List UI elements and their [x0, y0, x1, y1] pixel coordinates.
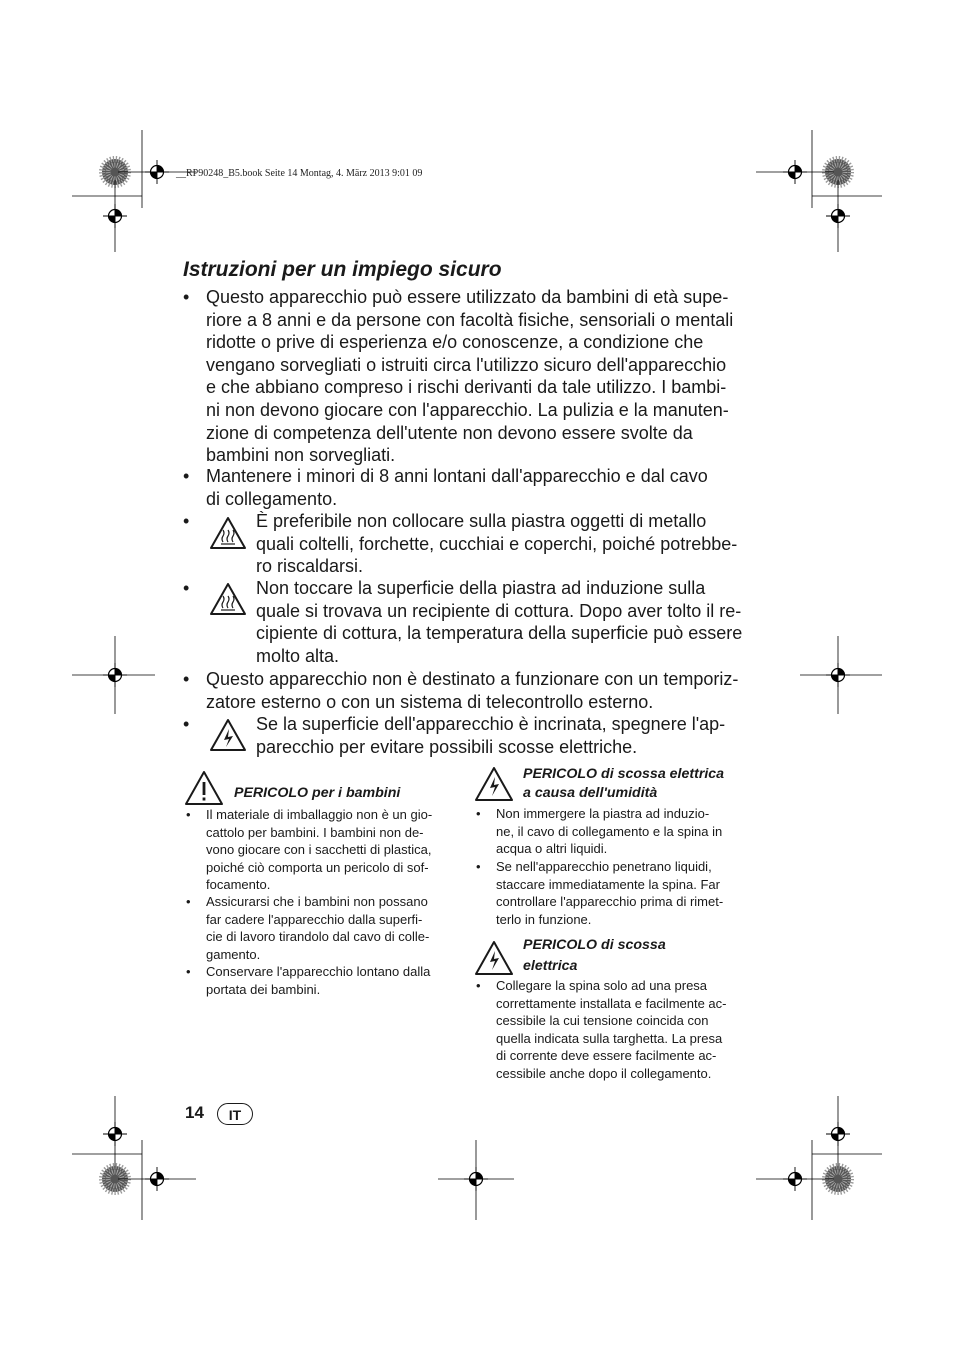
bullet-marker: •: [183, 714, 190, 734]
danger-shock-bullet-1: Collegare la spina solo ad una presa correttamente installata e facilmente ac- cessibile la cui tensione coincida con quella indicata sulla targhetta. La presa di corrente deve essere facilmente ac- cessibile anche dopo il collegamento.: [496, 978, 727, 1081]
safety-bullet-1: Questo apparecchio può essere utilizzato da bambini di età supe- riore a 8 anni e da persone con facoltà fisiche, sensoriali o mentali ridotte o prive di esperienza e/o conoscenze, a condizione che vengano sorvegliati o istruiti circa l'utilizzo sicuro dell'apparecchio e che abbiano compreso i rischi derivanti da tale utilizzo. I bambi- ni non devono giocare con l'apparecchio. La pulizia e la manuten- zione di competenza dell'utente non devono essere svolte da bambini non sorvegliati.: [206, 287, 734, 466]
bullet-marker: •: [186, 807, 191, 822]
general-warning-icon: [184, 770, 224, 806]
page-title: Istruzioni per un impiego sicuro: [183, 258, 502, 281]
hot-surface-warning-icon: [209, 516, 247, 550]
safety-bullet-2: Mantenere i minori di 8 anni lontani dall'apparecchio e dal cavo di collegamento.: [206, 466, 708, 509]
danger-children-bullet-1: Il materiale di imballaggio non è un gio- cattolo per bambini. I bambini non de- vono giocare con i sacchetti di plastica, poiché ciò comporta un pericolo di sof- focamento.: [206, 807, 433, 893]
bullet-marker: •: [476, 859, 481, 874]
electric-shock-warning-icon: [474, 940, 514, 976]
safety-bullet-5: Questo apparecchio non è destinato a funzionare con un temporiz- zatore esterno o con un sistema di telecontrollo esterno.: [206, 669, 739, 712]
bullet-marker: •: [186, 894, 191, 909]
safety-bullet-4: Non toccare la superficie della piastra ad induzione sulla quale si trovava un recipiente di cottura. Dopo aver tolto il re- cipiente di cottura, la temperatura della superficie può essere molto alta.: [256, 578, 743, 666]
page-number: 14: [185, 1103, 204, 1122]
danger-humidity-title: PERICOLO di scossa elettrica a causa dell'umidità: [523, 766, 725, 801]
bullet-marker: •: [183, 466, 190, 486]
bullet-marker: •: [183, 511, 190, 531]
bullet-marker: •: [183, 287, 190, 307]
danger-children-bullet-2: Assicurarsi che i bambini non possano far cadere l'apparecchio dalla superfi- cie di lavoro tirandolo dal cavo di colle- gamento.: [206, 894, 430, 962]
danger-humidity-bullet-2: Se nell'apparecchio penetrano liquidi, staccare immediatamente la spina. Far controllare l'apparecchio prima di rimet- terlo in funzione.: [496, 859, 724, 927]
safety-bullet-6: Se la superficie dell'apparecchio è incrinata, spegnere l'ap- parecchio per evitare possibili scosse elettriche.: [256, 714, 726, 757]
print-header-info: __RP90248_B5.book Seite 14 Montag, 4. März 2013 9:01 09: [176, 168, 423, 179]
bullet-marker: •: [183, 578, 190, 598]
hot-surface-warning-icon: [209, 582, 247, 616]
electric-shock-warning-icon: [474, 766, 514, 802]
danger-children-bullet-3: Conservare l'apparecchio lontano dalla portata dei bambini.: [206, 964, 431, 997]
safety-bullet-3: È preferibile non collocare sulla piastra oggetti di metallo quali coltelli, forchette, cucchiai e coperchi, poiché potrebbe- ro riscaldarsi.: [256, 511, 738, 577]
electric-shock-warning-icon: [209, 718, 247, 752]
bullet-marker: •: [476, 806, 481, 821]
danger-children-title: PERICOLO per i bambini: [234, 785, 401, 801]
bullet-marker: •: [183, 669, 190, 689]
language-badge: IT: [217, 1103, 253, 1125]
bullet-marker: •: [186, 964, 191, 979]
bullet-marker: •: [476, 978, 481, 993]
danger-humidity-bullet-1: Non immergere la piastra ad induzio- ne, il cavo di collegamento e la spina in acqua o altri liquidi.: [496, 806, 723, 857]
danger-shock-title: PERICOLO di scossa elettrica: [523, 937, 666, 974]
